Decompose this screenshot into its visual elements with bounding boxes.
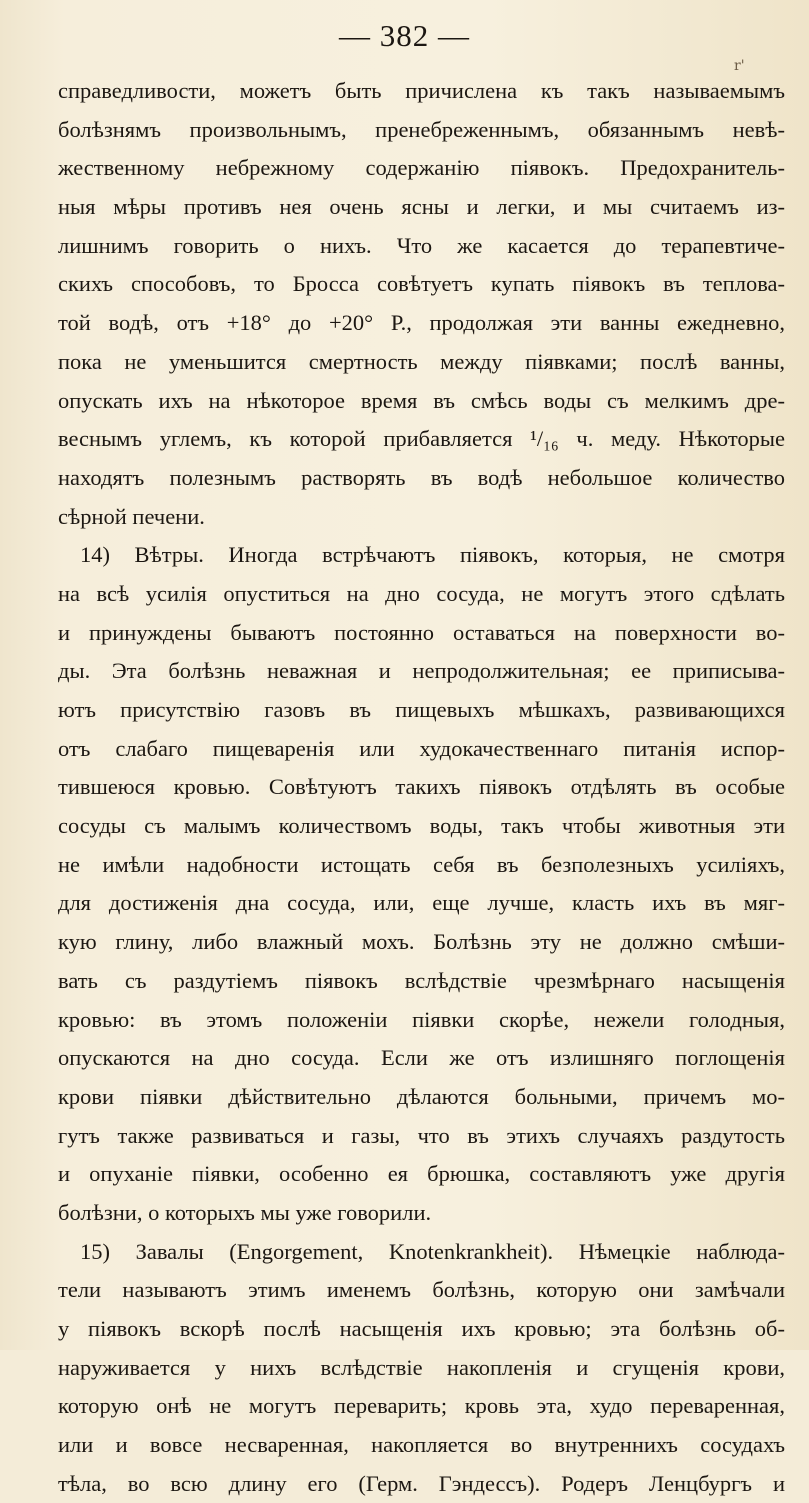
text-line: ды. Эта болѣзнь неважная и непродолжительная; ее приписыва- bbox=[58, 658, 785, 684]
text-line: у піявокъ вскорѣ послѣ насыщенія ихъ кровью; эта болѣзнь об- bbox=[58, 1316, 785, 1341]
text-line: или и вовсе несваренная, накопляется во внутреннихъ сосудахъ bbox=[58, 1432, 785, 1458]
text-line: крови піявки дѣйствительно дѣлаются больными, причемъ мо- bbox=[58, 1083, 785, 1109]
text-line: опускаются на дно сосуда. Если же отъ излишняго поглощенія bbox=[58, 1045, 785, 1071]
text-line: болѣзни, о которыхъ мы уже говорили. bbox=[58, 1199, 432, 1225]
text-line: кровью: въ этомъ положеніи піявки скорѣе, нежели голодныя, bbox=[58, 1006, 785, 1032]
text-line: веснымъ углемъ, къ которой прибавляется ¹/₁₆ ч. меду. Нѣкоторые bbox=[58, 426, 785, 452]
text-line: ныя мѣры противъ нея очень ясны и легки, и мы считаемъ из- bbox=[58, 194, 785, 220]
text-line: тѣла, во всю длину его (Герм. Гэндессъ). Родеръ Ленцбургъ и bbox=[58, 1470, 785, 1496]
corner-mark: r' bbox=[734, 58, 745, 74]
text-line: тившеюся кровью. Совѣтуютъ такихъ піявокъ отдѣлять въ особые bbox=[58, 774, 785, 800]
text-line: гутъ также развиваться и газы, что въ этихъ случаяхъ раздутость bbox=[58, 1122, 785, 1148]
text-line: скихъ способовъ, то Бросса совѣтуетъ купать піявокъ въ теплова- bbox=[58, 271, 785, 297]
text-line: не имѣли надобности истощать себя въ безполезныхъ усиліяхъ, bbox=[58, 851, 785, 877]
text-line: находятъ полезнымъ растворять въ водѣ небольшое количество bbox=[58, 464, 785, 490]
text-line: для достиженія дна сосуда, или, еще лучше, класть ихъ въ мяг- bbox=[58, 890, 785, 916]
text-line: пока не уменьшится смертность между піявками; послѣ ванны, bbox=[58, 348, 785, 374]
text-line: сѣрной печени. bbox=[58, 503, 205, 529]
text-line: опускать ихъ на нѣкоторое время въ смѣсь воды съ мелкимъ дре- bbox=[58, 387, 785, 413]
text-line: которую онѣ не могутъ переварить; кровь эта, худо переваренная, bbox=[58, 1393, 785, 1419]
section-heading-line: 15) Завалы (Engorgement, Knotenkrankheit). Нѣмецкіе наблюда- bbox=[80, 1238, 785, 1264]
text-line: вать съ раздутіемъ піявокъ вслѣдствіе чрезмѣрнаго насыщенія bbox=[58, 967, 785, 993]
text-line: сосуды съ малымъ количествомъ воды, такъ чтобы животныя эти bbox=[58, 813, 785, 839]
text-line: отъ слабаго пищеваренія или худокачественнаго питанія испор- bbox=[58, 735, 785, 761]
text-line: и принуждены бываютъ постоянно оставаться на поверхности во- bbox=[58, 619, 785, 645]
text-line: жественному небрежному содержанію піявокъ. Предохранитель- bbox=[58, 155, 785, 181]
text-line: на всѣ усилія опуститься на дно сосуда, не могутъ этого сдѣлать bbox=[58, 580, 785, 606]
text-line: той водѣ, отъ +18° до +20° Р., продолжая эти ванны ежедневно, bbox=[58, 310, 785, 336]
text-line: кую глину, либо влажный мохъ. Болѣзнь эту не должно смѣши- bbox=[58, 929, 785, 955]
text-line: ютъ присутствію газовъ въ пищевыхъ мѣшкахъ, развивающихся bbox=[58, 697, 785, 722]
text-line: лишнимъ говорить о нихъ. Что же касается до терапевтиче- bbox=[58, 232, 785, 258]
page-number: — 382 — bbox=[339, 18, 470, 53]
text-line: болѣзнямъ произвольнымъ, пренебреженнымъ, обязаннымъ невѣ- bbox=[58, 116, 785, 142]
text-line: справедливости, можетъ быть причислена къ такъ называемымъ bbox=[58, 78, 785, 103]
text-line: и опуханіе піявки, особенно ея брюшка, составляютъ уже другія bbox=[58, 1161, 785, 1187]
section-heading-line: 14) Вѣтры. Иногда встрѣчаютъ піявокъ, которыя, не смотря bbox=[80, 542, 785, 568]
text-line: тели называютъ этимъ именемъ болѣзнь, которую они замѣчали bbox=[58, 1277, 785, 1303]
body-text bbox=[58, 72, 785, 1503]
text-line: наруживается у нихъ вслѣдствіе накопленія и сгущенія крови, bbox=[58, 1354, 785, 1380]
